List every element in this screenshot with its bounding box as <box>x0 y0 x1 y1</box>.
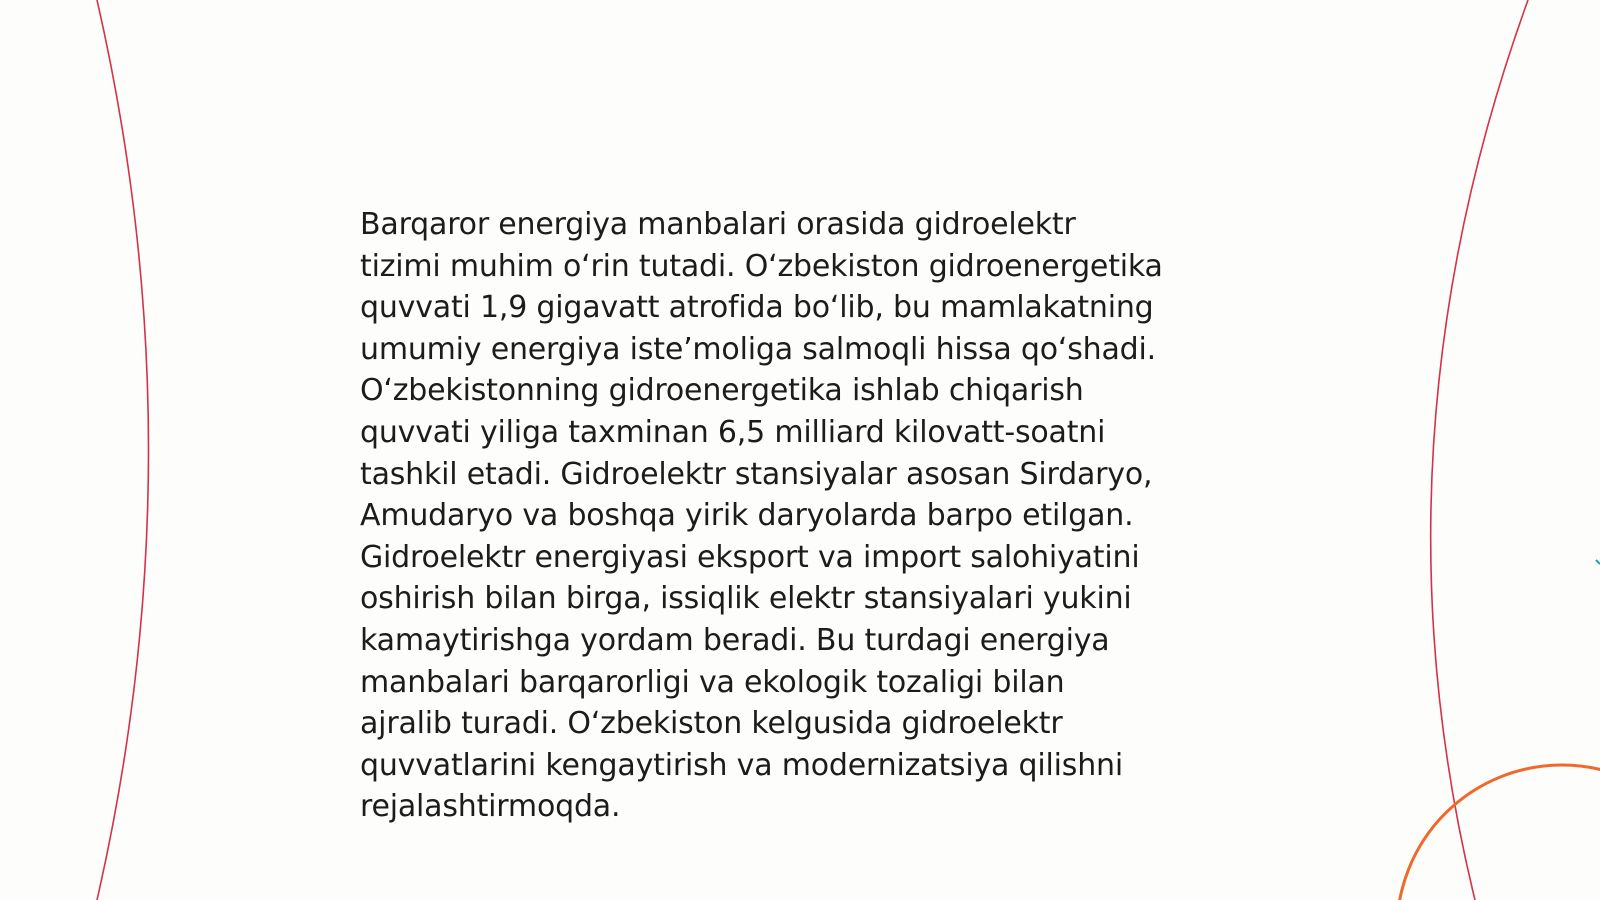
body-line: umumiy energiya isteʼmoliga salmoqli hissa qoʻshadi. <box>360 331 1156 367</box>
body-line: quvvatlarini kengaytirish va modernizatsiya qilishni <box>360 747 1123 783</box>
body-line: rejalashtirmoqda. <box>360 789 621 825</box>
body-line: tashkil etadi. Gidroelektr stansiyalar asosan Sirdaryo, <box>360 456 1153 492</box>
body-line: ajralib turadi. Oʻzbekiston kelgusida gidroelektr <box>360 706 1063 742</box>
body-line: manbalari barqarorligi va ekologik tozaligi bilan <box>360 664 1065 700</box>
body-line: quvvati 1,9 gigavatt atrofida boʻlib, bu mamlakatning <box>360 290 1154 326</box>
body-line: Barqaror energiya manbalari orasida gidroelektr <box>360 207 1076 242</box>
body-line: Gidroelektr energiyasi eksport va import salohiyatini <box>360 539 1140 575</box>
orange-circle-decoration <box>1397 765 1600 900</box>
body-line: kamaytirishga yordam beradi. Bu turdagi energiya <box>360 622 1110 658</box>
body-line: oshirish bilan birga, issiqlik elektr stansiyalari yukini <box>360 581 1132 617</box>
right-arc-decoration <box>1431 0 1528 900</box>
body-line: Oʻzbekistonning gidroenergetika ishlab chiqarish <box>360 373 1084 409</box>
teal-mark-decoration <box>1596 560 1600 564</box>
body-line: quvvati yiliga taxminan 6,5 milliard kilovatt-soatni <box>360 414 1106 450</box>
body-line: Amudaryo va boshqa yirik daryolarda barpo etilgan. <box>360 498 1134 534</box>
body-paragraph <box>360 204 1260 828</box>
body-line: tizimi muhim oʻrin tutadi. Oʻzbekiston gidroenergetika <box>360 248 1163 284</box>
left-arc-decoration <box>97 0 149 900</box>
